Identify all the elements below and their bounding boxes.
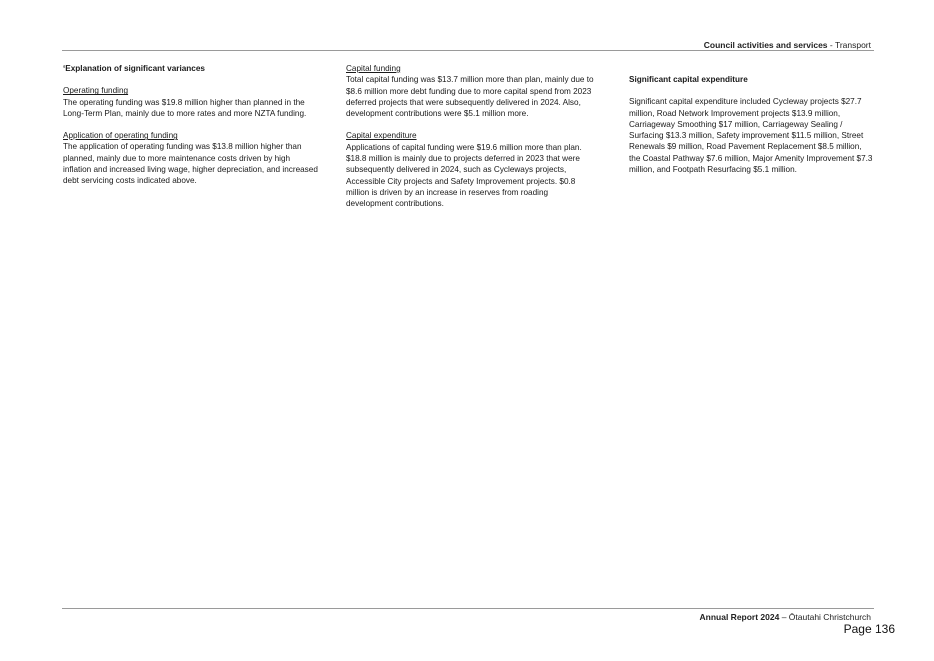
operating-funding-text: The operating funding was $19.8 million higher than planned in the Long-Term Plan, mainly due to more rates and more NZTA funding.: [63, 97, 307, 118]
variances-column: [63, 63, 318, 187]
capital-column: [346, 63, 596, 210]
footer-report: Annual Report 2024: [699, 612, 780, 622]
footer-place: Ōtautahi Christchurch: [788, 612, 871, 622]
capital-funding-heading: Capital funding: [346, 64, 401, 73]
footer-separator: –: [779, 612, 789, 622]
significant-expenditure-text: Significant capital expenditure included Cycleway projects $27.7 million, Road Network Improvement projects $13.9 million, Carriageway Smoothing $17 million, Carriageway Sealing / Surfacing $13.3 million, Safety improvement $11.5 million, Street Renewals $9 million, Road Pavement Replacement $8.5 million, the Coastal Pathway $7.6 million, Major Amenity Improvement $7.3 million, and Footpath Resurfacing $5.1 million.: [629, 97, 873, 175]
capital-funding-text: Total capital funding was $13.7 million more than plan, mainly due to $8.6 million more debt funding due to more capital spend from 2023 deferred projects that were subsequently delivered in 2024. Also, development contributions were $5.1 million more.: [346, 75, 594, 119]
operating-funding-heading: Operating funding: [63, 86, 129, 96]
variances-title: ‘Explanation of significant variances: [63, 64, 205, 73]
capital-expenditure-heading: Capital expenditure: [346, 131, 417, 141]
running-header: [704, 40, 871, 50]
significant-expenditure-column: [629, 74, 874, 175]
significant-expenditure-title: Significant capital expenditure: [629, 75, 748, 84]
application-operating-heading: Application of operating funding: [63, 131, 178, 141]
header-rule: [62, 50, 874, 51]
capital-expenditure-text: Applications of capital funding were $19.6 million more than plan. $18.8 million is mainly due to projects deferred in 2023 that were subsequently delivered in 2024, such as Cycleways projects, Accessible City projects and Safety Improvement projects. $0.8 million is driven by an increase in reserves from roading development contributions.: [346, 142, 582, 209]
application-operating-text: The application of operating funding was $13.8 million higher than planned, mainly due to more maintenance costs driven by high inflation and increased living wage, higher depreciation, and increased debt servicing costs indicated above.: [63, 142, 318, 186]
footer-rule: [62, 608, 874, 609]
header-separator: -: [827, 40, 835, 50]
header-section: Council activities and services: [703, 40, 828, 50]
running-footer: [700, 612, 871, 622]
page-number: Page 136: [843, 622, 895, 636]
header-topic: Transport: [834, 40, 871, 50]
